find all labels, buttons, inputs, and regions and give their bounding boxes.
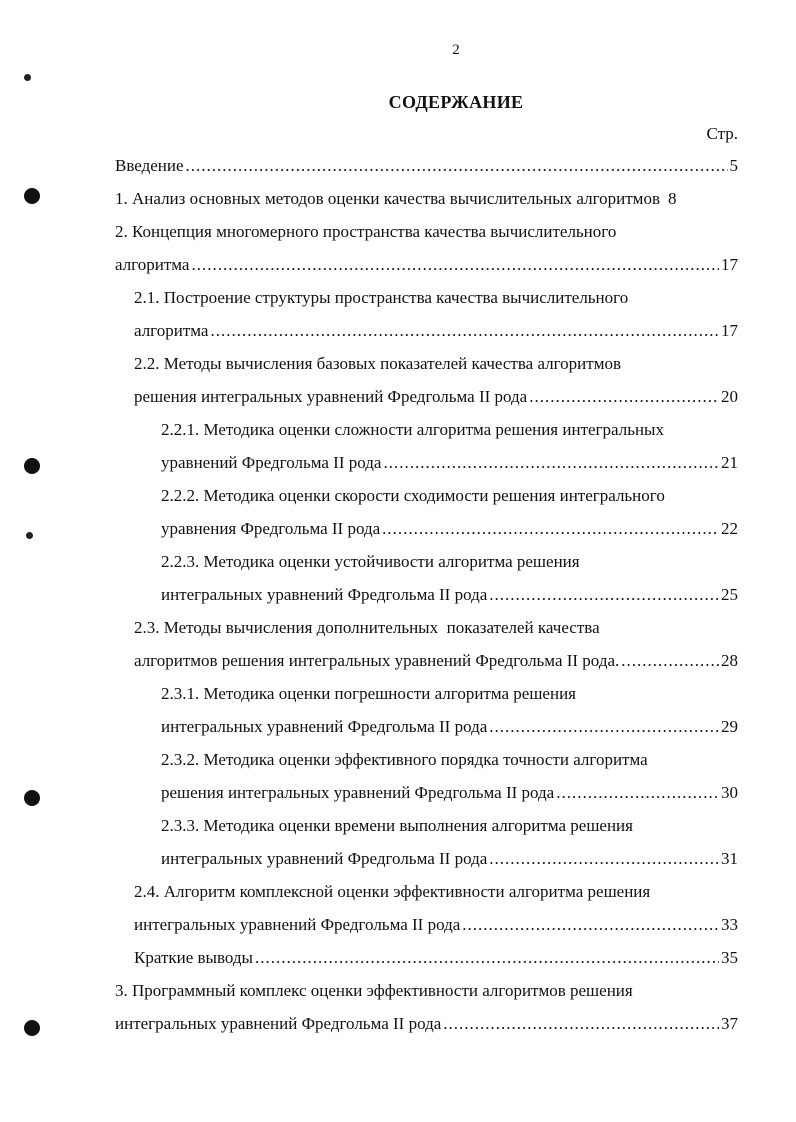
toc-entry-page: 8 [667,189,677,208]
toc-entry-text: алгоритма [115,255,190,274]
toc-entry-page: 37 [721,1014,738,1033]
toc-entry[interactable] [134,909,738,941]
toc-entry[interactable] [134,348,738,380]
toc-entry-text: 2.3.2. Методика оценки эффективного порядка точности алгоритма [161,750,648,769]
toc-entry[interactable] [161,513,738,545]
toc-entry-text: 2.2. Методы вычисления базовых показателей качества алгоритмов [134,354,621,373]
toc-leader [255,942,719,974]
toc-entry-text: Краткие выводы [134,948,253,967]
toc-entry[interactable] [161,678,738,710]
toc-entry[interactable] [134,381,738,413]
toc-leader [191,249,719,281]
toc-entry[interactable] [134,876,738,908]
punch-hole [24,188,40,204]
toc-entry-text: 2.3. Методы вычисления дополнительных показателей качества [134,618,600,637]
toc-entry[interactable] [115,1008,738,1040]
toc-entry-page: 20 [721,387,738,406]
toc-entry-text: 3. Программный комплекс оценки эффективности алгоритмов решения [115,981,633,1000]
page-column-label: Стр. [706,124,738,143]
toc-entry[interactable] [161,414,738,446]
toc-entry-text: решения интегральных уравнений Фредгольма II рода [161,783,555,802]
toc-entry-text: решения интегральных уравнений Фредгольма II рода [134,387,528,406]
toc-leader [556,777,719,809]
toc-entry-page: 31 [721,849,738,868]
toc-leader [383,447,719,479]
toc-leader [382,513,719,545]
toc-leader [621,645,719,677]
toc-entry-page: 17 [721,255,738,274]
scan-speck [26,532,33,539]
page-number: 2 [452,42,460,58]
toc-entry[interactable] [115,249,738,281]
toc-entry[interactable] [115,975,738,1007]
toc-entry-text: Введение [115,156,184,175]
toc-entry-page: 33 [721,915,738,934]
toc-entry-page: 5 [729,156,738,175]
toc-entry-text: 1. Анализ основных методов оценки качества вычислительных алгоритмов [115,189,660,208]
toc-leader [489,711,719,743]
toc-entry-text: интегральных уравнений Фредгольма II рода [115,1014,442,1033]
toc-entry-page: 25 [721,585,738,604]
toc-entry-page: 29 [721,717,738,736]
toc-entry-text: уравнения Фредгольма II рода [161,519,381,538]
toc-entry[interactable] [134,612,738,644]
toc-entry[interactable] [161,447,738,479]
toc-entry-page: 35 [721,948,738,967]
toc-entry[interactable] [115,183,738,215]
toc-entry-text: 2.3.1. Методика оценки погрешности алгоритма решения [161,684,576,703]
toc-entry-page: 22 [721,519,738,538]
toc-entry-text: 2.2.2. Методика оценки скорости сходимости решения интегрального [161,486,665,505]
toc-entry[interactable] [161,546,738,578]
toc-entry[interactable] [161,843,738,875]
toc-leader [489,579,719,611]
toc-leader [443,1008,719,1040]
toc-entry[interactable] [115,150,738,182]
toc-entry[interactable] [134,315,738,347]
toc-entry[interactable] [161,711,738,743]
toc-leader [186,150,728,182]
toc-entry-page: 17 [721,321,738,340]
toc-entry-text: алгоритмов решения интегральных уравнений Фредгольма II рода. [134,651,620,670]
toc-entry-page: 28 [721,651,738,670]
scan-speck [24,74,31,81]
toc-entry-text: 2.4. Алгоритм комплексной оценки эффективности алгоритма решения [134,882,651,901]
toc-entry-text: интегральных уравнений Фредгольма II рода [161,849,488,868]
toc-entry-text: интегральных уравнений Фредгольма II рода [161,717,488,736]
toc-entry-text: 2.2.1. Методика оценки сложности алгоритма решения интегральных [161,420,664,439]
toc-entry[interactable] [161,579,738,611]
toc-entry[interactable] [161,744,738,776]
toc-entry[interactable] [161,480,738,512]
toc-entry-text: интегральных уравнений Фредгольма II рода [134,915,461,934]
toc-entry-text: алгоритма [134,321,209,340]
toc-entry-text: интегральных уравнений Фредгольма II рода [161,585,488,604]
toc-entry[interactable] [134,645,738,677]
toc-entry[interactable] [161,777,738,809]
toc-entry[interactable] [134,282,738,314]
toc-entry-text: 2. Концепция многомерного пространства качества вычислительного [115,222,617,241]
toc-entry-text: 2.3.3. Методика оценки времени выполнения алгоритма решения [161,816,633,835]
toc-entry[interactable] [115,216,738,248]
toc-entry[interactable] [161,810,738,842]
toc-entry-page: 21 [721,453,738,472]
toc-entry-text: 2.2.3. Методика оценки устойчивости алгоритма решения [161,552,580,571]
toc-leader [529,381,719,413]
punch-hole [24,458,40,474]
toc-leader [462,909,719,941]
punch-hole [24,1020,40,1036]
toc-entry[interactable] [134,942,738,974]
page-title: СОДЕРЖАНИЕ [388,92,524,112]
toc-leader [210,315,719,347]
toc-leader [489,843,719,875]
punch-hole [24,790,40,806]
toc-entry-text: 2.1. Построение структуры пространства качества вычислительного [134,288,629,307]
toc-entry-page: 30 [721,783,738,802]
toc-entry-text: уравнений Фредгольма II рода [161,453,382,472]
